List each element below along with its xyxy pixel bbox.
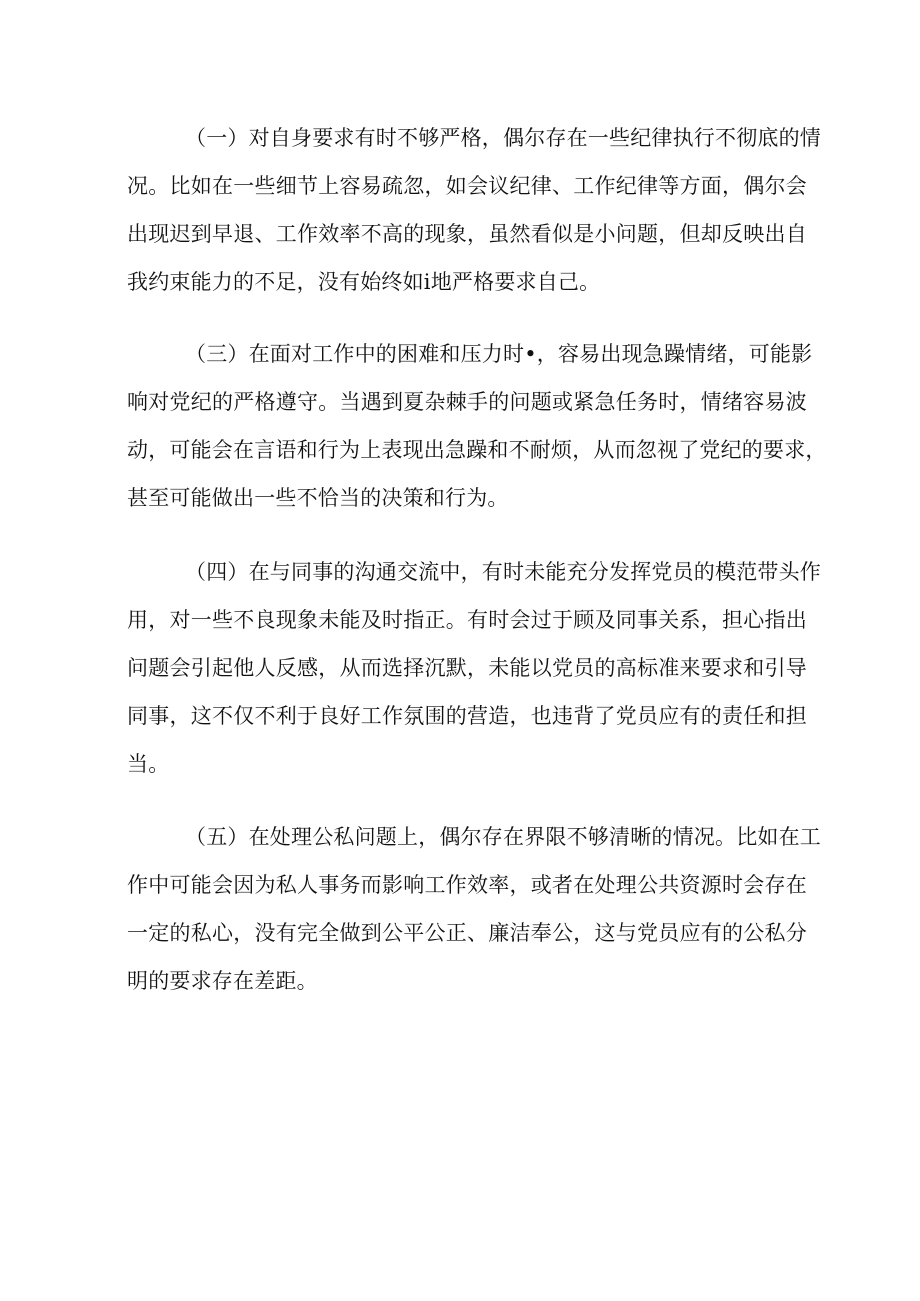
- paragraph-line: 一定的私心，没有完全做到公平公正、廉洁奉公，这与党员应有的公私分: [127, 921, 807, 945]
- paragraph-line: 同事，这不仅不利于良好工作氛围的营造，也违背了党员应有的责任和担: [127, 704, 807, 728]
- paragraph-line: 响对党纪的严格遵守。当遇到夏杂棘手的问题或紧急任务时，情绪容易波: [127, 390, 807, 414]
- paragraph-line: （一）对自身要求有时不够严格，偶尔存在一些纪律执行不彻底的情: [185, 126, 821, 150]
- paragraph-line: （三）在面对工作中的困难和压力时•，容易出现急躁情绪，可能影: [185, 342, 813, 366]
- paragraph-line: 当。: [127, 752, 170, 776]
- paragraph-line: 出现迟到早退、工作效率不高的现象，虽然看似是小问题，但却反映出自: [127, 222, 807, 246]
- paragraph-4: [127, 813, 821, 1005]
- paragraph-2: [127, 330, 827, 522]
- paragraph-1: [127, 114, 821, 306]
- paragraph-line: 甚至可能做出一些不恰当的决策和行为。: [127, 486, 509, 510]
- paragraph-line: 用，对一些不良现象未能及时指正。有时会过于顾及同事关系，担心指出: [127, 608, 807, 632]
- paragraph-3: [127, 548, 821, 788]
- paragraph-line: 动，可能会在言语和行为上表现出急躁和不耐烦，从而忽视了党纪的要求，: [127, 438, 827, 462]
- paragraph-line: 况。比如在一些细节上容易疏忽，如会议纪律、工作纪律等方面，偶尔会: [127, 174, 807, 198]
- paragraph-line: 我约束能力的不足，没有始终如i地严格要求自己。: [127, 270, 601, 294]
- paragraph-line: 问题会引起他人反感，从而选择沉默，未能以党员的高标准来要求和引导: [127, 656, 807, 680]
- paragraph-line: 作中可能会因为私人事务而影响工作效率，或者在处理公共资源时会存在: [127, 873, 807, 897]
- paragraph-line: （五）在处理公私问题上，偶尔存在界限不够清晰的情况。比如在工: [185, 825, 821, 849]
- paragraph-line: （四）在与同事的沟通交流中，有时未能充分发挥党员的模范带头作: [185, 560, 821, 584]
- paragraph-line: 明的要求存在差距。: [127, 969, 318, 993]
